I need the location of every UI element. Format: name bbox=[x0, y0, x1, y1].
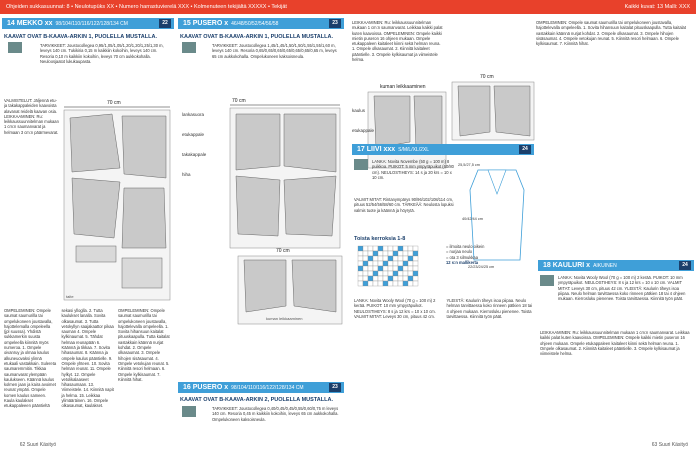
chart-cell bbox=[358, 281, 363, 286]
hem-piece bbox=[122, 258, 162, 288]
chart-cell bbox=[408, 261, 413, 266]
chart-cell bbox=[393, 281, 398, 286]
section-title: 15 PUSERO x bbox=[183, 20, 229, 27]
section-title: 16 PUSERO x bbox=[183, 384, 229, 391]
legend-2: = nurjaa neulo bbox=[446, 249, 473, 255]
back-piece bbox=[122, 116, 166, 178]
chart-cell bbox=[358, 251, 363, 256]
section-sizes: AIKUINEN bbox=[593, 263, 617, 269]
chart-cell bbox=[393, 261, 398, 266]
s16-steps-right: OMPELEMINEN: Ompele saumat saumurilla tai ompelukoneen joustavalla, hajottelevalla ompeleella. 1. Sovita hihansuun kaitalat pituuskaapulla. Tutta kaitalat vastakkain käännä nurjat kohdat. 2. Ompele olkasaumat. 3. Ompele hihojen sisäsaumat. 4. Ompele vetokujan reunat. 5. Kiinnitä resori helmaan. 6. Ompele kylkisaumat. 7. Kiinnitä hihat. bbox=[536, 20, 686, 47]
legend-1: = ilmoita neulo oikein bbox=[446, 244, 485, 249]
chart-cell bbox=[358, 261, 363, 266]
chart-cell bbox=[398, 256, 403, 261]
chart-cell bbox=[413, 256, 418, 261]
chart-cell bbox=[388, 246, 393, 251]
product-thumbnail-18 bbox=[540, 275, 554, 286]
sewing-steps-14: OMPELEMINEN: Ompele saumat saumurilla tai ompelukoneen joustavalla, hajottelemalla ompeleella (jpl suussa). Yhdistä sukkamerkin suusta ompeleella kiinnitä myös numeroa. 1. Ompele oivanruy ja olmaa kaulus alkuneuovaksi ylinnä etukaali vastakkain. Sulereta saumaremmitin. Tikkaa saumanvarat ylempään kaulukseen. Käännä kaulus kolmen jaan ja kaira avoimet reunat ympäri. Ompele komen kaulus sameen. Kaula kaulakset etukappaleeen pääntieltä sekasi ylloglla. 2. Tutta kaulukset lanalla. Sovita olkasaumat. 3. Tutta vetokyllyn saajakaattor pikaa sauman 4. Ompele kylkinaumat. 5. Tähdat helmaa reunapään 6. Käännä ja tikkaa. 7. Sovita hihasaumat. 8. Käänna ja ompele kaulus pääntielle. 9. Ompele yhteen. 10. Sovita helman reunat. 11. Ompele hylkyt. 12. Ompele vetolikalaaseet hihasaumaan. 13. Viimeistele. 14. Kiinnitä napit ja helma. 15. Leikkaa ylimääräinen. 16. Ompele olkasaumat, kaulakset. bbox=[4, 308, 114, 409]
product-thumbnail-15 bbox=[182, 42, 196, 53]
collar-piece bbox=[76, 246, 116, 262]
section-title: 14 MEKKO xx bbox=[7, 20, 53, 27]
section-sizes: 98/104/110/116/122/128/134 CM bbox=[55, 21, 128, 27]
top-bar bbox=[0, 0, 696, 14]
sewing-steps-14-cont: OMPELEMINEN: Ompele saumat saumurilla tai ompelukoneen joustavalla, hajottelevalla ompeleella. 1. Sovita hihansuun kaitalat pituuskaapulla. Tutta kaitalat vastakkain käännä nurjat kohdat. 2. Ompele olkasaumat. 3. Ompele hihojen sisäsaumat. 4. Ompele vetokujan reunat. 5. Kiinnitä resori helmaan. 6. Ompele kylkisaumat. 7. Kiinnitä hihat. bbox=[118, 308, 170, 382]
chart-cell bbox=[403, 276, 408, 281]
sleeve-piece-15b bbox=[284, 176, 336, 236]
dim-2: 40/42/44 cm bbox=[462, 217, 483, 221]
kaavat-heading-16: KAAVAT OVAT B-KAAVA-ARKIN 2, PUOLELLA MUSTALLA. bbox=[180, 397, 333, 403]
chart-cell bbox=[373, 261, 378, 266]
chart-rows-title: Toista kerroksia 1-8 bbox=[354, 236, 406, 242]
width-measure: 70 cm bbox=[107, 100, 121, 106]
chart-cell bbox=[403, 261, 408, 266]
cutting-layout-17b bbox=[450, 72, 536, 142]
chart-cell bbox=[383, 261, 388, 266]
chart-cell bbox=[368, 276, 373, 281]
chart-cell bbox=[403, 266, 408, 271]
cut-area-label-17: kuman leikkaaminen bbox=[380, 84, 426, 90]
section-sizes: 46/48/50/52/54/56/58 bbox=[231, 21, 279, 27]
s17-measurements: VALMIT MITAT: Rintanympärys 90/96/102/108/114 cm, pituus 52/54/56/58/60 cm. TÄRKEÄÄ: Neulosta lopuksi valmis tuote ja käännä ja höyrytä. bbox=[354, 197, 454, 213]
chart-cell bbox=[363, 281, 368, 286]
materials-text: TARVIKKEET: Joustocollegea 0,95/1,05/1,05/1,20/1,20/1,25/1,30 m, leveys 140 cm. Tukikiria 0,15 m kaikkiin kokoihin, leveys 140 cm. Resoria 0,10 m kaikkiin kokoihin, leveys 70 cm aukkokohalla. Neuloosjaatot lukukaupasta. bbox=[40, 43, 164, 64]
repeat-note: 12 s:n mallikerta bbox=[446, 259, 479, 265]
page-number-badge: 22 bbox=[159, 19, 171, 28]
chart-cell bbox=[398, 261, 403, 266]
chart-cell bbox=[388, 261, 393, 266]
chart-cell bbox=[368, 266, 373, 271]
sleeve-piece bbox=[72, 178, 120, 238]
chart-cell bbox=[368, 246, 373, 251]
page-number-badge: 24 bbox=[519, 145, 531, 154]
chart-cell bbox=[363, 266, 368, 271]
chart-cell bbox=[393, 256, 398, 261]
chart-cell bbox=[383, 271, 388, 276]
chart-cell bbox=[368, 281, 373, 286]
chart-cell bbox=[393, 251, 398, 256]
chart-cell bbox=[383, 246, 388, 251]
front-label: etukappale bbox=[182, 132, 205, 137]
section-header-16 bbox=[178, 382, 344, 393]
chart-cell bbox=[403, 271, 408, 276]
chart-cell bbox=[358, 256, 363, 261]
s17-yarn: LANKA: Novita Novembe (50 g = 100 m) 8 puikkoa. PUIKOT: 5 mm ympyräpuikot (60/80 cm). NEULOSTIHEYS: 14 s ja 20 krs = 10 x 10 cm. bbox=[372, 159, 454, 180]
chart-cell bbox=[408, 251, 413, 256]
section-sizes: 98/104/110/116/122/128/134 CM bbox=[231, 385, 304, 391]
chart-cell bbox=[393, 276, 398, 281]
chart-cell bbox=[413, 281, 418, 286]
chart-cell bbox=[373, 256, 378, 261]
sleeve-piece-2 bbox=[122, 188, 166, 248]
chart-cell bbox=[398, 281, 403, 286]
chart-cell bbox=[388, 266, 393, 271]
s18-more: LEIKKAAMINEN: Ru: leikkaussuunnitelman mukaan 1 cm:n saumanvarat. Leikkaa kaikki palat kuten kaavoissa. OMPELEMINEN: Ompele kaikki mietin puseron 16 ohjeen mukaan. Ompele etukappaleen kaitaleet kiinni sekä helman reuna. 1. Ompele olkasaumat. 2. Kiinnitä kaitaleet pääntielle. 3. Ompele kylkisaumat ja viimeistele helma. bbox=[540, 330, 690, 357]
chart-cell bbox=[363, 251, 368, 256]
width-measure-17: 70 cm bbox=[480, 74, 494, 80]
chart-cell bbox=[368, 271, 373, 276]
knit-chart bbox=[354, 244, 444, 294]
chart-cell bbox=[413, 271, 418, 276]
width-measure-16: 70 cm bbox=[276, 248, 290, 254]
chart-cell bbox=[378, 251, 383, 256]
chart-cell bbox=[388, 281, 393, 286]
chart-cell bbox=[408, 256, 413, 261]
chart-cell bbox=[363, 256, 368, 261]
back-piece-15 bbox=[284, 114, 336, 172]
legend-3: = ota 3 silmukkaa bbox=[446, 254, 478, 260]
s18-body: LANKA: Novita Wooly Wool (70 g = 100 m) 2 kerää. PUIKOT: 10 mm ympyräpuikot. NEULOSTIHEYS: 8 s ja 12 krs = 10 x 10 cm. VALMIT MITAT: Leveys 30 cm, pituus 42 cm. YLEISTÄ: Kaulurin tiheys isoa piipaa. Neulo helman tarvittaessa koko rinneen pätkien 18 tai 4 ohjeen mukaan. Kierrosluku pienenee. Toista tarvittaessa. Kiinnitä työn päät. bbox=[558, 275, 686, 302]
chart-cell bbox=[378, 276, 383, 281]
chart-cell bbox=[383, 251, 388, 256]
right-page bbox=[350, 16, 696, 436]
product-thumbnail bbox=[8, 42, 22, 53]
chart-cell bbox=[408, 281, 413, 286]
chart-cell bbox=[383, 281, 388, 286]
collar-label: kaulus bbox=[352, 108, 366, 113]
cutting-layout-16-small bbox=[236, 246, 344, 326]
header-right: Kaikki kuvat: 13 Malli: XXX bbox=[624, 4, 690, 10]
s17-cut-text: LEIKKAAMINEN: Ru: leikkaussuunnitelman mukaan 1 cm:n saumanvarat. Leikkaa kaikki palat kuten kaavoissa. OMPELEMINEN: Ompele kaikki mietin puseron 16 ohjeen mukaan. Ompele etukappaleen kaitaleet kiinni sekä helman reuna. 1. Ompele olkasaumat. 2. Kiinnitä kaitaleet pääntielle. 3. Ompele kylkisaumat ja viimeistele helma. bbox=[352, 20, 443, 63]
materials-text-16: TARVIKKEET: Joustocollegea 0,40/0,45/0,45/0,55/0,60/0,75 m leveys 140 cm. Resoria 0,45 m kaikkiin kokoihin, leveys 65 cm aukkokohalla. Ompelukoneen kaksoisneula. bbox=[212, 406, 339, 422]
chart-cell bbox=[413, 246, 418, 251]
kaavat-heading: KAAVAT OVAT B-KAAVA-ARKIN 1, PUOLELLA MUSTALLA. bbox=[4, 34, 157, 40]
chart-cell bbox=[378, 256, 383, 261]
chart-cell bbox=[403, 281, 408, 286]
chart-cell bbox=[413, 276, 418, 281]
chart-cell bbox=[388, 276, 393, 281]
chart-cell bbox=[358, 246, 363, 251]
chart-cell bbox=[383, 276, 388, 281]
dim-3: 22/23/24/25 cm bbox=[468, 265, 495, 269]
chart-cell bbox=[373, 246, 378, 251]
chart-cell bbox=[408, 276, 413, 281]
section-header-18 bbox=[538, 260, 694, 271]
chart-cell bbox=[363, 246, 368, 251]
product-thumbnail-16 bbox=[182, 406, 196, 417]
chart-cell bbox=[413, 266, 418, 271]
header-left: Ohjeiden sukkasuunnat: 8 • Neulotupüks XX • Numero harrastuvierelä XXX • Kolmenuteen tekijältä XXXXX • Tekijät bbox=[6, 4, 287, 10]
chart-cell bbox=[403, 246, 408, 251]
chart-cell bbox=[413, 261, 418, 266]
chart-cell bbox=[373, 251, 378, 256]
chart-cell bbox=[378, 261, 383, 266]
chart-cell bbox=[368, 256, 373, 261]
chart-cell bbox=[378, 271, 383, 276]
chart-cell bbox=[408, 246, 413, 251]
chart-cell bbox=[403, 251, 408, 256]
chart-cell bbox=[393, 271, 398, 276]
chart-cell bbox=[398, 271, 403, 276]
chart-cell bbox=[373, 281, 378, 286]
fold-label: taite bbox=[66, 294, 74, 299]
chart-cell bbox=[383, 266, 388, 271]
left-page bbox=[0, 16, 346, 436]
chart-cell bbox=[373, 266, 378, 271]
s17-instructions: LANKA: Novita Wooly Wool (70 g = 100 m) 2 kerää. PUIKOT: 10 mm ympyräpuikot. NEULOSTIHEYS: 8 s ja 12 krs = 10 x 10 cm. VALMIT MITAT: Leveys 30 cm, pituus 42 cm. YLEISTÄ: Kaulurin tiheys isoa piipaa. Neulo helman tarvittaessa koko rinneen pätkien 18 tai 4 ohjeen mukaan. Kierrosluku pienenee. Toista tarvittaessa. Kiinnitä työn päät. bbox=[354, 298, 533, 319]
cut-area-label: kuman leikkaaminen bbox=[266, 316, 303, 321]
chart-cell bbox=[378, 246, 383, 251]
grain-label: lankasuora bbox=[182, 112, 205, 117]
chart-cell bbox=[358, 271, 363, 276]
product-thumbnail-17 bbox=[354, 159, 368, 170]
preparation-text: VALMISTELUT: Jäljennä etu- ja takakappaleiden kaavoista alavanat reidelä kaavan osia. LEIKKAAMINEN: Ru: leikkaussuunnitelman mukaan 1 cm:n saumanvarat ja helmaan 3 cm:n päärmevarat. bbox=[4, 98, 59, 135]
chart-cell bbox=[413, 251, 418, 256]
footer-right: 63 Suuri Käsityö bbox=[651, 442, 689, 448]
cutting-layout-14 bbox=[62, 98, 172, 303]
chart-cell bbox=[358, 266, 363, 271]
section-sizes: S/M/L/XL/2XL bbox=[398, 147, 429, 153]
back-label: takakappale bbox=[182, 152, 207, 157]
chart-cell bbox=[388, 251, 393, 256]
chart-cell bbox=[393, 266, 398, 271]
front-piece-15 bbox=[236, 114, 280, 170]
sleeve-label: hiha bbox=[182, 172, 191, 177]
chart-cell bbox=[408, 271, 413, 276]
chart-cell bbox=[373, 276, 378, 281]
chart-cell bbox=[398, 266, 403, 271]
chart-cell bbox=[398, 276, 403, 281]
chart-cell bbox=[398, 251, 403, 256]
chart-cell bbox=[378, 281, 383, 286]
dim-1: 25,5/27,5 cm bbox=[458, 163, 480, 167]
chart-cell bbox=[403, 256, 408, 261]
width-measure-15: 70 cm bbox=[232, 98, 246, 104]
chart-cell bbox=[363, 271, 368, 276]
section-title: 17 LIIVI xxx bbox=[357, 146, 396, 153]
chart-cell bbox=[363, 261, 368, 266]
chart-cell bbox=[358, 276, 363, 281]
page-number-badge: 23 bbox=[329, 19, 341, 28]
section-header-14 bbox=[2, 18, 174, 29]
kaavat-heading-15: KAAVAT OVAT B-KAAVA-ARKIN 1, PUOLELLA MUSTALLA. bbox=[180, 34, 333, 40]
section-header-15 bbox=[178, 18, 344, 29]
chart-legend bbox=[446, 244, 534, 284]
chart-cell bbox=[368, 261, 373, 266]
chart-cell bbox=[378, 266, 383, 271]
chart-cell bbox=[383, 256, 388, 261]
chart-cell bbox=[398, 246, 403, 251]
chart-cell bbox=[408, 266, 413, 271]
chart-cell bbox=[368, 251, 373, 256]
chart-cell bbox=[388, 256, 393, 261]
cutting-layout-15 bbox=[180, 96, 344, 251]
page-number-badge: 23 bbox=[329, 383, 341, 392]
chart-cell bbox=[363, 276, 368, 281]
chart-cell bbox=[393, 246, 398, 251]
neck-line bbox=[488, 170, 506, 194]
materials-text-15: TARVIKKEET: Joustocollegea 1,45/1,45/1,50/1,50/1,55/1,55/1,60 m, leveys 140 cm. Resoria 0,65/0,65/0,65/0,65/0,65/0,65/0,65 m, leveys 65 cm aukkokohalla. Ompelukoneen kaksoisneula. bbox=[212, 43, 337, 59]
section-title: 18 KAULURI x bbox=[543, 262, 591, 269]
section-header-17 bbox=[352, 144, 534, 155]
footer-left: 62 Suuri Käsityö bbox=[19, 442, 57, 448]
sleeve-piece-15 bbox=[236, 176, 280, 236]
front-piece bbox=[70, 114, 120, 172]
front-label-17: etukappale bbox=[352, 128, 375, 133]
page-number-badge: 24 bbox=[679, 261, 691, 270]
chart-cell bbox=[388, 271, 393, 276]
chart-cell bbox=[373, 271, 378, 276]
